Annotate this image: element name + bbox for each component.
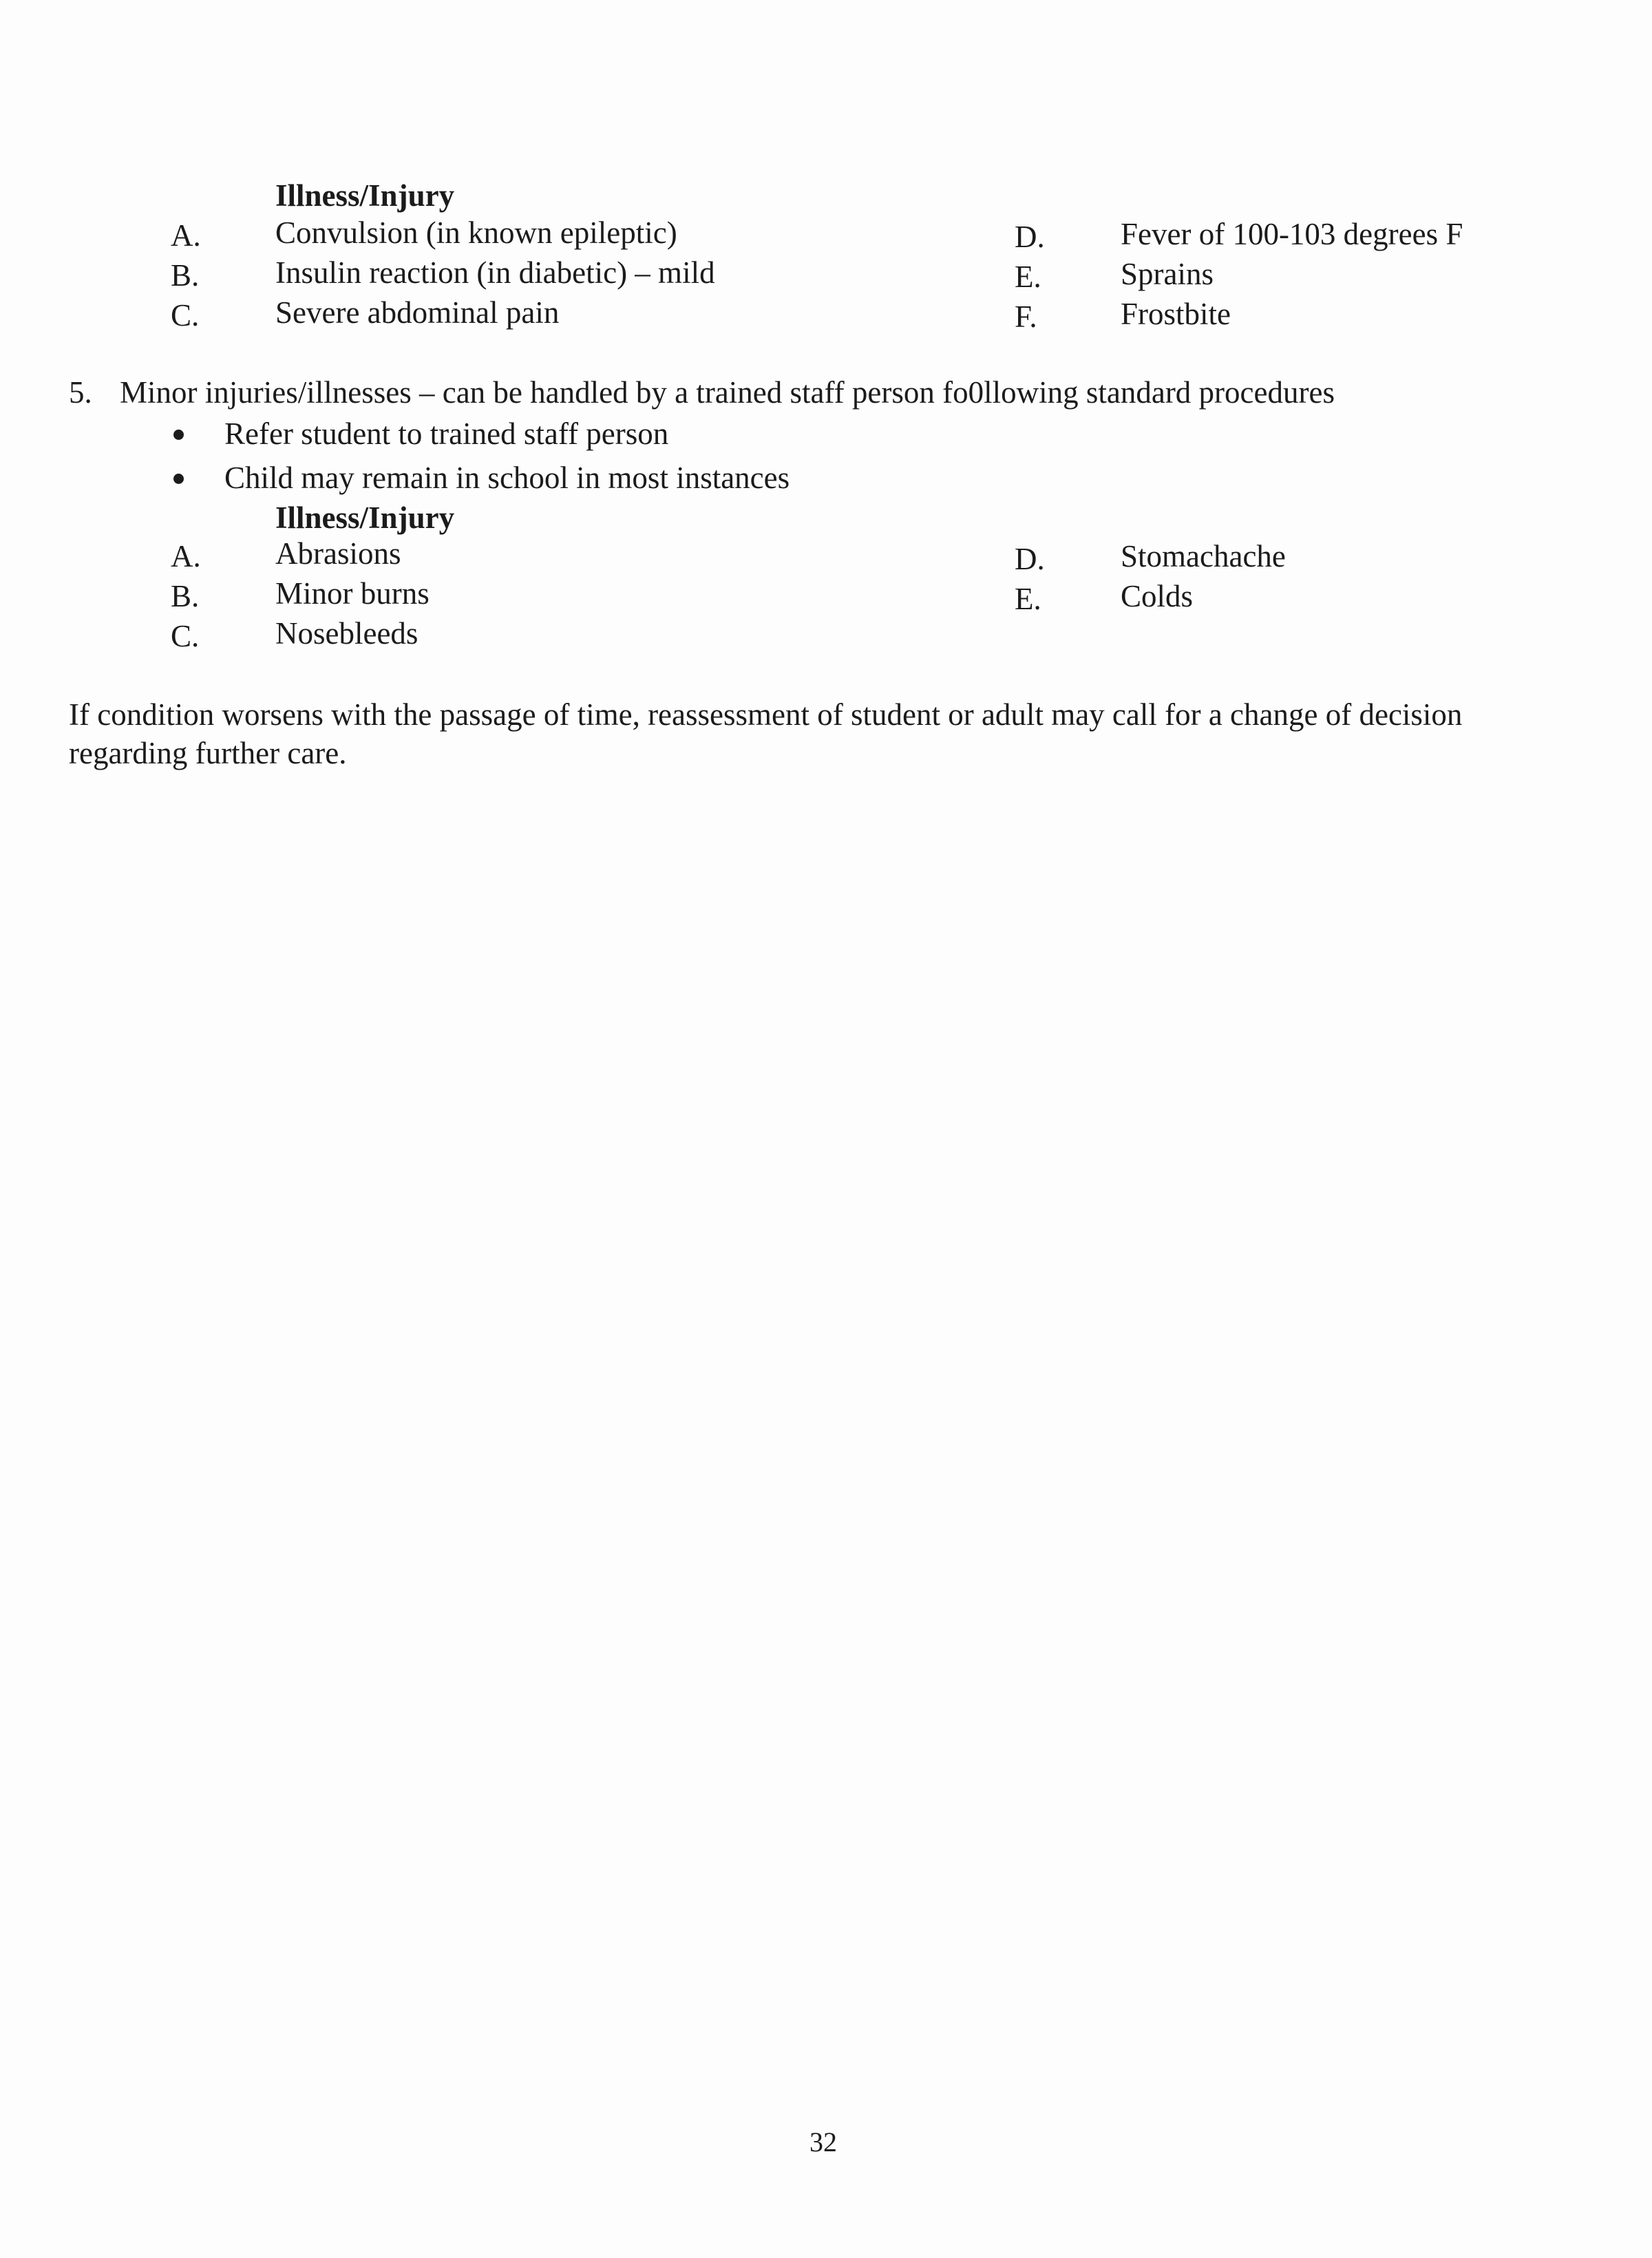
section-heading: Illness/Injury bbox=[275, 178, 455, 213]
list-item: Nosebleeds bbox=[275, 616, 419, 651]
list-item: Convulsion (in known epileptic) bbox=[275, 215, 677, 250]
list-letter: A. bbox=[171, 218, 201, 253]
list-item: Colds bbox=[1121, 579, 1194, 613]
list-letter: F. bbox=[1015, 299, 1037, 334]
bullet-item: Refer student to trained staff person bbox=[224, 416, 669, 451]
list-letter: A. bbox=[171, 539, 201, 573]
list-letter: D. bbox=[1015, 542, 1045, 576]
list-item: Minor burns bbox=[275, 576, 430, 611]
section-heading: Illness/Injury bbox=[275, 500, 455, 535]
list-item: Abrasions bbox=[275, 536, 401, 571]
list-item: Stomachache bbox=[1121, 539, 1286, 573]
list-letter: C. bbox=[171, 619, 200, 653]
bullet-icon bbox=[173, 474, 184, 484]
list-letter: B. bbox=[171, 258, 200, 293]
list-letter: D. bbox=[1015, 220, 1045, 254]
list-letter: E. bbox=[1015, 582, 1041, 616]
list-item: Insulin reaction (in diabetic) – mild bbox=[275, 255, 715, 290]
closing-paragraph: If condition worsens with the passage of time, reassessment of student or adult may call for a change of decision regarding further care. bbox=[69, 697, 1463, 770]
list-letter: E. bbox=[1015, 260, 1041, 294]
bullet-icon bbox=[173, 430, 184, 440]
list-letter: C. bbox=[171, 298, 200, 333]
item-number: 5. bbox=[69, 375, 92, 410]
list-item: Fever of 100-103 degrees F bbox=[1121, 217, 1463, 251]
page-number: 32 bbox=[809, 2127, 837, 2157]
list-item: Frostbite bbox=[1121, 297, 1231, 331]
bullet-item: Child may remain in school in most instances bbox=[224, 461, 790, 495]
list-item: Severe abdominal pain bbox=[275, 295, 560, 330]
item-title: Minor injuries/illnesses – can be handled by a trained staff person fo0llowing standard procedures bbox=[120, 375, 1335, 410]
list-letter: B. bbox=[171, 579, 200, 613]
list-item: Sprains bbox=[1121, 257, 1214, 291]
